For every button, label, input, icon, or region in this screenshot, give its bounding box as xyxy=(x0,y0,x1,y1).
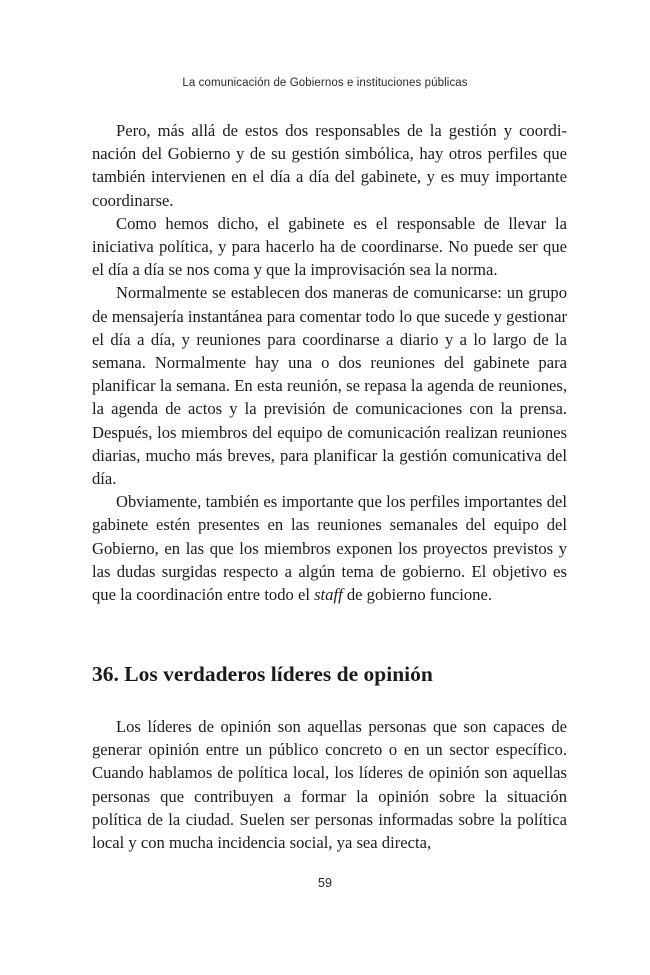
section-body-opinion-leaders xyxy=(92,715,567,854)
running-header: La comunicación de Gobiernos e instituciones públicas xyxy=(182,77,468,89)
paragraph: Normalmente se establecen dos maneras de comunicarse: un grupo de mensajería instantánea para comentar todo lo que sucede y gestionar el día a día, y reuniones para coordinarse a diario y a lo largo de la semana. Normalmente hay una o dos reuniones del gabinete para planificar la semana. En esta reunión, se repasa la agenda de reuniones, la agenda de actos y la previsión de comunicaciones con la prensa. Después, los miembros del equipo de comunicación realizan reuniones diarias, mucho más breves, para planificar la gestión comunicativa del día. xyxy=(92,283,567,489)
page-number: 59 xyxy=(318,876,332,890)
paragraph: Los líderes de opinión son aquellas personas que son capaces de generar opinión entre un público concreto o en un sector específico. Cuando hablamos de política local, los líderes de opinión son aquellas personas que contribuyen a formar la opinión sobre la situación política de la ciudad. Suelen ser personas informadas sobre la política local y con mucha incidencia social, ya sea directa, xyxy=(92,717,567,853)
paragraph-with-italic xyxy=(92,490,567,606)
section-body-coordination xyxy=(92,119,567,606)
paragraph-text: de gobierno funcione. xyxy=(342,585,492,605)
paragraph: Como hemos dicho, el gabinete es el responsable de llevar la iniciativa política, y para hacerlo ha de coordinarse. No puede ser que el día a día se nos coma y que la improvisación sea la norma. xyxy=(92,213,567,280)
section-heading: 36. Los verdaderos líderes de opinión xyxy=(92,662,433,686)
paragraph-text: Obviamente, también es importante que los perfiles importantes del gabinete estén presentes en las reuniones semanales del equipo del Gobierno, en las que los miembros exponen los proyectos previstos y las dudas surgidas respecto a algún tema de gobierno. El objetivo es que la coordinación entre todo el xyxy=(92,492,567,605)
paragraph: Pero, más allá de estos dos responsables de la gestión y coordinación del Gobierno y de su gestión simbólica, hay otros perfiles que también intervienen en el día a día del gabinete, y es muy importante coordinarse. xyxy=(92,121,567,210)
italic-term: staff xyxy=(314,585,343,605)
